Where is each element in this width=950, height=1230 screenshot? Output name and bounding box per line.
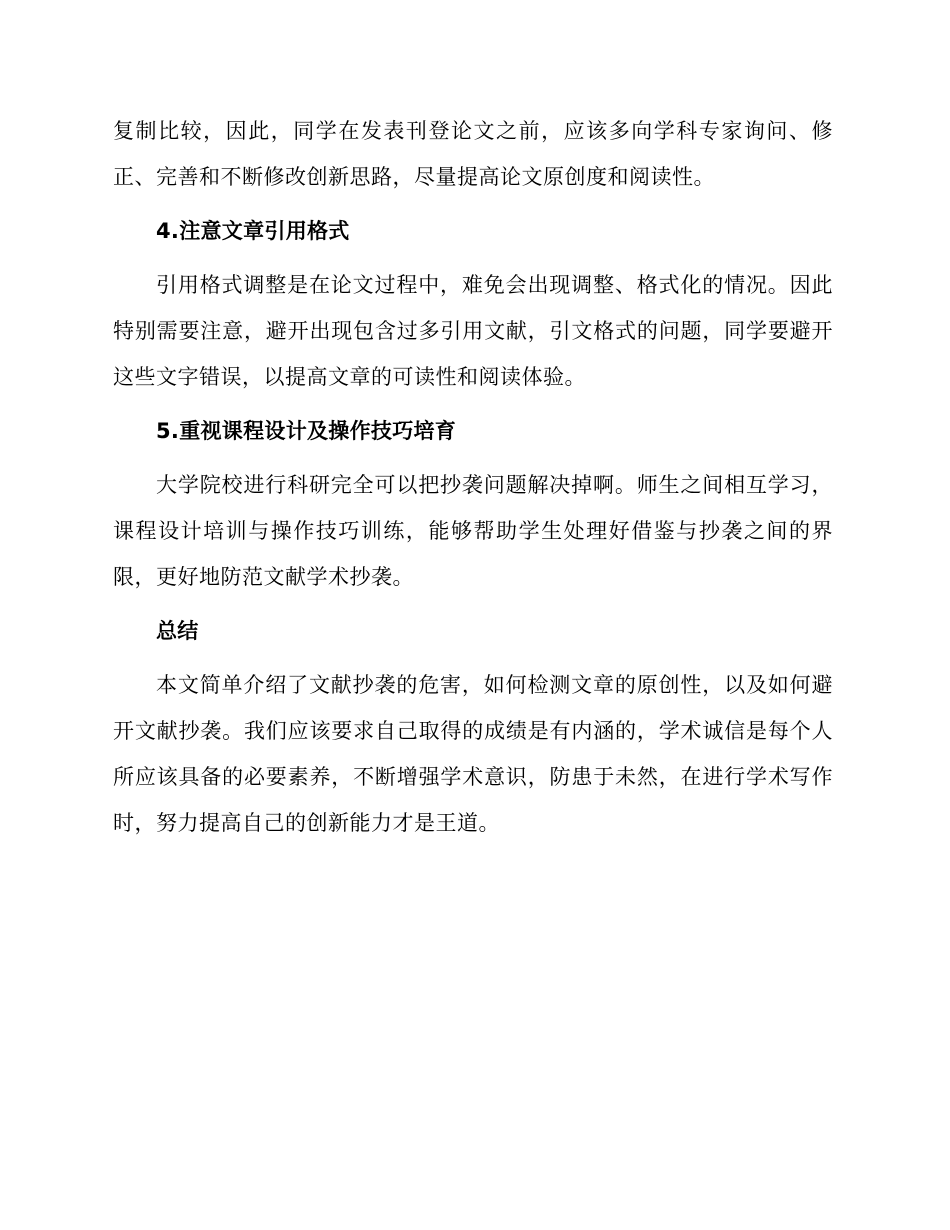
section-heading-course-design: 5.重视课程设计及操作技巧培育	[156, 419, 457, 443]
section-paragraph-citation-format: 引用格式调整是在论文过程中，难免会出现调整、格式化的情况。因此特别需要注意，避开出现包含过多引用文献，引文格式的问题，同学要避开这些文字错误，以提高文章的可读性和阅读体验。	[113, 273, 833, 389]
section-heading-citation-format: 4.注意文章引用格式	[156, 219, 350, 243]
section-heading-summary: 总结	[156, 619, 199, 643]
continued-paragraph: 复制比较，因此，同学在发表刊登论文之前，应该多向学科专家询问、修正、完善和不断修改创新思路，尽量提高论文原创度和阅读性。	[113, 119, 833, 189]
section-paragraph-course-design: 大学院校进行科研完全可以把抄袭问题解决掉啊。师生之间相互学习，课程设计培训与操作技巧训练，能够帮助学生处理好借鉴与抄袭之间的界限，更好地防范文献学术抄袭。	[113, 473, 833, 589]
section-paragraph-summary: 本文简单介绍了文献抄袭的危害，如何检测文章的原创性，以及如何避开文献抄袭。我们应该要求自己取得的成绩是有内涵的，学术诚信是每个人所应该具备的必要素养，不断增强学术意识，防患于未然，在进行学术写作时，努力提高自己的创新能力才是王道。	[113, 673, 833, 835]
document-page	[113, 108, 833, 846]
